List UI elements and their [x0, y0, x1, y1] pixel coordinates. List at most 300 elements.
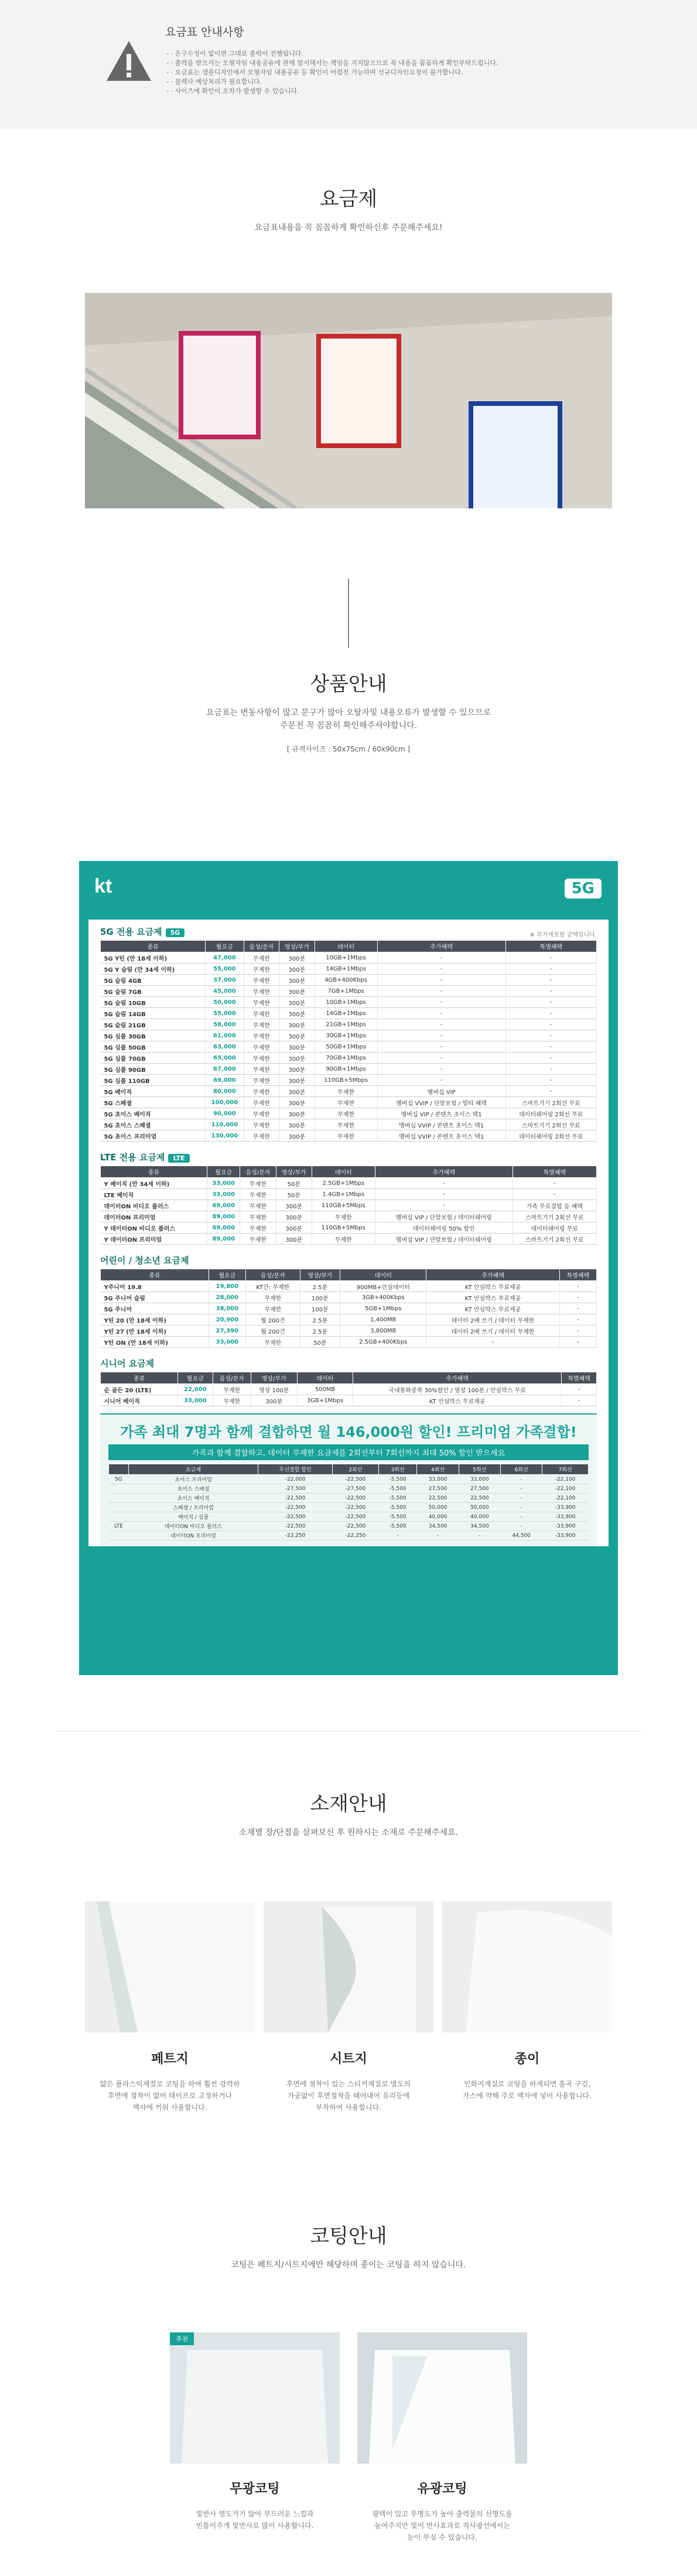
table-cell: 300분 [276, 1222, 312, 1234]
table-cell: 5G Y 슬림 (만 34세 이하) [101, 964, 206, 975]
table-cell: 65,000 [206, 1053, 244, 1064]
table-cell: - [500, 1503, 542, 1512]
table-row [109, 1531, 589, 1540]
column-header: 데이터 [297, 1372, 353, 1384]
table-cell: - [500, 1494, 542, 1503]
table-cell: 멤버십 VVIP / 단말보험 / 멀티 혜택 [377, 1097, 505, 1108]
table-cell: 300분 [279, 986, 315, 997]
warning-icon [105, 39, 152, 83]
table-cell: 베이직 / 심플 [128, 1512, 258, 1522]
table-cell: 33,000 [177, 1395, 213, 1406]
table-row [101, 1097, 597, 1108]
table-cell: -22,000 [258, 1475, 333, 1484]
table-row [101, 975, 597, 986]
table-cell: 38,000 [209, 1303, 245, 1314]
column-header: 월요금 [207, 1166, 240, 1178]
column-header: 영상/부가 [300, 1269, 340, 1281]
table-cell: 50분 [276, 1189, 312, 1200]
table-cell: - [505, 986, 596, 997]
table-cell: - [512, 1189, 596, 1200]
table-cell [109, 1494, 129, 1503]
table-cell: 130,000 [206, 1130, 244, 1142]
material-name-paper: 종이 [514, 2052, 540, 2066]
column-header: 월요금 [177, 1372, 213, 1384]
table-row [101, 1234, 597, 1245]
table-cell: Y틴 27 (만 18세 이하) [101, 1325, 209, 1337]
table-row [101, 1222, 597, 1234]
table-row [101, 1108, 597, 1119]
table-cell: -33,900 [542, 1503, 589, 1512]
column-header: 6회선 [500, 1464, 542, 1475]
table-cell [109, 1503, 129, 1512]
table-cell: 34,500 [459, 1522, 500, 1531]
table-cell: -22,500 [333, 1522, 379, 1531]
table-cell: 300분 [279, 1019, 315, 1030]
table-cell: 무제한 [244, 1053, 279, 1064]
table-cell: 27,390 [209, 1325, 245, 1337]
column-header: 특별혜택 [505, 941, 596, 952]
table-cell: - [377, 952, 505, 964]
table-cell: 무제한 [244, 1030, 279, 1041]
column-header: 음성/문자 [213, 1372, 251, 1384]
table-cell: 300분 [279, 1097, 315, 1108]
table-cell: 멤버십 VVIP / 콘텐츠 초이스 택1 [377, 1130, 505, 1142]
table-row [109, 1494, 589, 1503]
table-cell: 데이터쉐어링 2회선 무료 [505, 1108, 596, 1119]
table-cell: -27,500 [333, 1484, 379, 1494]
table-cell: 33,000 [209, 1337, 245, 1348]
column-header: 음성/문자 [246, 1269, 300, 1281]
material-images [85, 1901, 612, 2032]
table-cell: 무제한 [244, 1097, 279, 1108]
notice-item: - · 블랙사 예상처리가 필요합니다. [166, 77, 498, 87]
table-row [101, 952, 597, 964]
table-row [101, 1292, 597, 1303]
table-row [109, 1512, 589, 1522]
table-cell: 무제한 [240, 1234, 276, 1245]
table-5g [100, 940, 597, 1142]
notice-title: 요금표 안내사항 [165, 26, 244, 39]
table-cell: 100분 [300, 1303, 340, 1314]
table-cell: -22,500 [333, 1503, 379, 1512]
table-cell: Y 데이터ON 프리미엄 [101, 1234, 207, 1245]
table-cell [109, 1512, 129, 1522]
table-cell: 5G 주니어 [101, 1303, 209, 1314]
group-senior-title: 시니어 요금제 [100, 1358, 155, 1369]
table-cell: 국내통화중복 30%할인 / 영상 100분 / 안심박스 무료 [353, 1384, 562, 1395]
table-cell: - [559, 1292, 596, 1303]
table-cell: 5G 슬림 7GB [101, 986, 206, 997]
group-5g [88, 920, 609, 1145]
table-cell: 90GB+1Mbps [315, 1064, 377, 1075]
table-cell: - [505, 964, 596, 975]
table-cell: - [459, 1531, 500, 1540]
table-cell: 40,000 [459, 1512, 500, 1522]
paper-image [442, 1901, 612, 2032]
table-cell: - [562, 1395, 597, 1406]
table-cell: 100분 [300, 1292, 340, 1303]
table-senior [100, 1372, 597, 1406]
table-cell: - [375, 1178, 512, 1189]
table-cell: 300분 [279, 1108, 315, 1119]
column-header: 4회선 [417, 1464, 459, 1475]
table-cell: - [505, 975, 596, 986]
table-cell: 5G 주니어 슬림 [101, 1292, 209, 1303]
table-cell: 22,500 [459, 1494, 500, 1503]
table-cell: 멤버십 VIP / 콘텐츠 초이스 택1 [377, 1108, 505, 1119]
table-cell: 무제한 [244, 1108, 279, 1119]
table-cell: 300분 [279, 964, 315, 975]
coating-name-matte: 무광코팅 [230, 2482, 280, 2496]
table-cell: KT 안심박스 무료제공 [426, 1292, 559, 1303]
column-header: 무선결합 할인 [258, 1464, 333, 1475]
table-cell: 무제한 [244, 1086, 279, 1097]
table-cell: - [377, 975, 505, 986]
table-cell: 7GB+1Mbps [315, 986, 377, 997]
table-cell: -27,500 [258, 1484, 333, 1494]
table-cell: -33,900 [542, 1522, 589, 1531]
table-cell: 300분 [279, 997, 315, 1008]
section-title-product: 상품안내 [310, 672, 387, 696]
table-cell: LTE [109, 1522, 129, 1531]
table-cell: 5GB+1Mbps [340, 1303, 426, 1314]
store-photo [85, 293, 612, 508]
table-cell: -22,250 [333, 1531, 379, 1540]
table-cell: 500MB [297, 1384, 353, 1395]
table-cell [109, 1484, 129, 1494]
table-cell: 58,000 [206, 1019, 244, 1030]
table-cell: 5G 베이직 [101, 1086, 206, 1097]
table-cell: -33,900 [542, 1531, 589, 1540]
table-cell: 50,000 [206, 997, 244, 1008]
divider-line [348, 579, 349, 648]
column-header: 5회선 [459, 1464, 500, 1475]
table-cell: - [505, 1019, 596, 1030]
table-cell: -22,100 [542, 1494, 589, 1503]
table-cell: 33,000 [459, 1475, 500, 1484]
table-cell: 스마트기기 2회선 무료 [512, 1234, 596, 1245]
table-cell [109, 1531, 129, 1540]
column-header: 추가혜택 [377, 941, 505, 952]
table-cell: 데이터ON 비디오 플러스 [101, 1200, 207, 1211]
table-cell: -5,500 [378, 1475, 417, 1484]
table-cell: 3GB+400Kbps [340, 1292, 426, 1303]
table-cell: 50GB+1Mbps [315, 1041, 377, 1053]
table-cell: - [559, 1281, 596, 1292]
table-cell: 14GB+1Mbps [315, 1008, 377, 1019]
column-header [109, 1464, 129, 1475]
table-cell: 무제한 [246, 1303, 300, 1314]
table-cell: 110GB+5Mbps [312, 1200, 375, 1211]
table-row [101, 1086, 597, 1097]
table-cell: 5G 심플 90GB [101, 1064, 206, 1075]
table-cell: 90,000 [206, 1108, 244, 1119]
table-cell: 300분 [279, 1130, 315, 1142]
material-desc-pet: 얇은 플라스틱재질로 코팅을 하여 훨씬 강력하 후면에 점착이 없어 테이프로 고정하거나 액자에 끼워 사용합니다. [100, 2080, 240, 2112]
table-cell: 300분 [276, 1200, 312, 1211]
table-cell: - [500, 1512, 542, 1522]
material-desc-sheet: 후면에 점착이 있는 스티커재질로 별도의 가공없이 후면점착을 떼어내어 유리등에 부착하여 사용합니다. [286, 2080, 411, 2112]
table-cell: 37,000 [206, 975, 244, 986]
table-cell: 2.5분 [300, 1314, 340, 1325]
group-lte-title: LTE 전용 요금제 LTE [100, 1151, 597, 1163]
table-cell: 5G 슬림 10GB [101, 997, 206, 1008]
table-cell: 데이터ON 프리미엄 [128, 1531, 258, 1540]
table-cell: 무제한 [315, 1086, 377, 1097]
table-cell: 멤버십 VIP / 단말보험 / 데이터쉐어링 [375, 1234, 512, 1245]
table-cell: 50,000 [459, 1503, 500, 1512]
table-cell: -22,100 [542, 1475, 589, 1484]
table-row [101, 1119, 597, 1130]
table-cell: - [505, 1064, 596, 1075]
table-cell: - [500, 1522, 542, 1531]
table-kid [100, 1269, 597, 1348]
table-cell: 80,000 [206, 1086, 244, 1097]
table-cell: 무제한 [240, 1211, 276, 1222]
column-header: 음성/문자 [240, 1166, 276, 1178]
kt-logo: kt [94, 875, 112, 897]
table-cell: 5G 초이스 베이직 [101, 1108, 206, 1119]
table-cell: - [377, 986, 505, 997]
section-sub-material: 소재별 장/단점을 살펴보신 후 원하시는 소재로 주문해주세요. [239, 1828, 458, 1837]
table-cell: 5G 초이스 프리미엄 [101, 1130, 206, 1142]
table-cell: Y틴 20 (만 18세 이하) [101, 1314, 209, 1325]
table-cell: 50분 [276, 1178, 312, 1189]
table-cell: 89,000 [207, 1234, 240, 1245]
table-cell: 무제한 [315, 1119, 377, 1130]
table-cell: 69,000 [207, 1222, 240, 1234]
table-cell: 데이터 2배 쓰기 / 데이터 무제한 [426, 1325, 559, 1337]
table-cell: 무제한 [244, 986, 279, 997]
table-cell: - [505, 1086, 596, 1097]
table-cell: 28,000 [209, 1292, 245, 1303]
table-cell: - [377, 1030, 505, 1041]
table-cell: 900MB+안심데이터 [340, 1281, 426, 1292]
table-cell: 무제한 [244, 1008, 279, 1019]
table-cell: 21GB+1Mbps [315, 1019, 377, 1030]
table-cell: 초이스 프리미엄 [128, 1475, 258, 1484]
table-cell: 5G Y틴 (만 18세 이하) [101, 952, 206, 964]
table-cell: 5G [109, 1475, 129, 1484]
table-row [101, 1200, 597, 1211]
table-cell: 100,000 [206, 1097, 244, 1108]
table-cell: 10GB+1Mbps [315, 997, 377, 1008]
table-cell: Y틴 ON (만 18세 이하) [101, 1337, 209, 1348]
table-cell: 무제한 [312, 1211, 375, 1222]
table-cell: 89,000 [207, 1211, 240, 1222]
table-cell: 300분 [251, 1395, 297, 1406]
table-cell: - [505, 1041, 596, 1053]
table-row [101, 1325, 597, 1337]
table-cell: 22,000 [177, 1384, 213, 1395]
table-cell: 스마트기기 2회선 무료 [505, 1119, 596, 1130]
table-cell: - [559, 1303, 596, 1314]
table-cell: Y주니어 19.8 [101, 1281, 209, 1292]
notice-item: - · 사이즈에 확인이 오차가 발생할 수 있습니다. [166, 87, 498, 96]
table-row [101, 1075, 597, 1086]
table-cell: KT 안심박스 무료제공 [426, 1281, 559, 1292]
section-sub-plan: 요금표내용을 꼭 꼼꼼하게 확인하신후 주문해주세요! [254, 223, 443, 233]
table-cell: -22,500 [333, 1512, 379, 1522]
section-title-coating: 코팅안내 [310, 2225, 387, 2248]
table-cell: 무제한 [244, 975, 279, 986]
table-cell: 무제한 [244, 1041, 279, 1053]
table-cell: 300분 [279, 1119, 315, 1130]
table-cell: -5,500 [378, 1494, 417, 1503]
table-cell: KT 안심박스 무료제공 [426, 1303, 559, 1314]
table-cell: 1,400MB [340, 1314, 426, 1325]
column-header: 7회선 [542, 1464, 589, 1475]
table-cell: 30GB+1Mbps [315, 1030, 377, 1041]
table-row [101, 1303, 597, 1314]
table-row [101, 1178, 597, 1189]
table-row [101, 1130, 597, 1142]
table-cell: 데이터ON 프리미엄 [101, 1211, 207, 1222]
group-lte [88, 1145, 609, 1248]
table-cell: 무제한 [312, 1234, 375, 1245]
table-cell: 데이터ON 비디오 플러스 [128, 1522, 258, 1531]
sheet-image [264, 1901, 433, 2032]
column-header: 추가혜택 [426, 1269, 559, 1281]
table-row [101, 986, 597, 997]
table-cell: 300분 [276, 1211, 312, 1222]
table-cell: 순 골든 20 (LTE) [101, 1384, 178, 1395]
table-cell: 5G 슬림 4GB [101, 975, 206, 986]
table-cell: KT간: 무제한 [246, 1281, 300, 1292]
table-cell: 멤버십 VIP [377, 1086, 505, 1097]
notice-list [166, 49, 498, 96]
table-row [109, 1503, 589, 1512]
table-cell: - [377, 1064, 505, 1075]
table-cell: - [426, 1337, 559, 1348]
table-cell: LTE 베이직 [101, 1189, 207, 1200]
table-cell: -22,500 [258, 1522, 333, 1531]
family-banner [100, 1413, 597, 1546]
kt-poster [79, 861, 618, 1675]
table-cell: - [505, 1008, 596, 1019]
table-cell: 데이터쉐어링 50% 할인 [375, 1222, 512, 1234]
group-senior [88, 1351, 609, 1410]
column-header: 특별혜택 [559, 1269, 596, 1281]
column-header: 월요금 [206, 941, 244, 952]
column-header: 3회선 [378, 1464, 417, 1475]
table-cell: -22,500 [333, 1494, 379, 1503]
table-row [101, 1337, 597, 1348]
notice-item: - · 요금표는 샘플디자인에서 모형자임 내용공유 등 확인이 어렵전 가능하며 선규디자인요청이 불가합니다. [166, 68, 498, 77]
table-cell: - [417, 1531, 459, 1540]
table-cell: 5G 슬림 21GB [101, 1019, 206, 1030]
notice-item: - · 출력을 받으셔는 모형자임 내용공유에 관해 앞서해서는 책임을 지지않으므로 꼭 내용을 꼼꼼하게 확인부탁드립니다. [166, 59, 498, 68]
table-cell: - [377, 1019, 505, 1030]
table-cell: 스마트기기 2회선 무료 [505, 1097, 596, 1108]
table-cell: -22,500 [333, 1475, 379, 1484]
material-name-pet: 페트지 [151, 2052, 189, 2066]
table-cell: 300분 [279, 952, 315, 964]
table-cell: 300분 [279, 1086, 315, 1097]
table-cell: 110GB+5Mbps [312, 1222, 375, 1234]
coating-desc-matte: 빛반사 염도가기 않아 부드러운 느낌과 빈틈이주게 빛반사로 많이 사용합니다. [196, 2510, 314, 2530]
table-cell: 55,000 [206, 1008, 244, 1019]
table-cell: 무제한 [244, 964, 279, 975]
table-cell: - [559, 1337, 596, 1348]
table-cell: 300분 [279, 1041, 315, 1053]
table-cell: 47,000 [206, 952, 244, 964]
table-cell: 67,000 [206, 1064, 244, 1075]
table-row [101, 964, 597, 975]
table-cell: - [500, 1475, 542, 1484]
pet-image [85, 1901, 255, 2032]
table-cell: Y 데이터ON 비디오 플러스 [101, 1222, 207, 1234]
poster-content [88, 920, 609, 1546]
table-row [101, 997, 597, 1008]
coating-desc-gloss: 광택이 있고 투명도가 높아 출력물의 선명도를 높여주지만 빛이 반사효과로 직사광선에서는 눈이 부실 수 있습니다. [372, 2510, 512, 2541]
table-cell: 스페셜 / 프리미엄 [128, 1503, 258, 1512]
column-header: 종류 [101, 1372, 178, 1384]
gloss-image [357, 2332, 527, 2464]
table-cell: - [377, 1041, 505, 1053]
section-title-material: 소재안내 [310, 1792, 387, 1816]
table-lte [100, 1166, 597, 1245]
table-cell: 22,500 [417, 1494, 459, 1503]
table-cell: 2.5분 [300, 1281, 340, 1292]
table-cell: 50,000 [417, 1503, 459, 1512]
table-cell: - [505, 1075, 596, 1086]
table-row [101, 1281, 597, 1292]
table-cell: 300분 [279, 1030, 315, 1041]
notice-item: - · 온구수정이 없이면 그대로 출력이 진행됩니다. [166, 49, 498, 59]
table-cell: -22,500 [258, 1512, 333, 1522]
group-kid-title: 어린이 / 청소년 요금제 [100, 1255, 189, 1266]
table-cell: 10GB+1Mbps [315, 952, 377, 964]
table-cell: - [375, 1200, 512, 1211]
table-cell: 300분 [279, 1075, 315, 1086]
table-cell: 19,800 [209, 1281, 245, 1292]
column-header: 데이터 [312, 1166, 375, 1178]
column-header: 특별혜택 [512, 1166, 596, 1178]
table-cell: 초이스 스페셜 [128, 1484, 258, 1494]
table-cell: -22,500 [258, 1494, 333, 1503]
table-cell: 월 200건 [246, 1314, 300, 1325]
table-cell: 무제한 [244, 1019, 279, 1030]
table-cell: 데이터쉐어링 무료 [512, 1222, 596, 1234]
table-cell: 2.5GB+1Mbps [312, 1178, 375, 1189]
table-cell: 가족 무료결합 등 혜택 [512, 1200, 596, 1211]
table-cell: 멤버십 VIP / 단말보험 / 데이터쉐어링 [375, 1211, 512, 1222]
table-cell: 33,000 [417, 1475, 459, 1484]
table-cell: 데이터 2배 쓰기 / 데이터 무제한 [426, 1314, 559, 1325]
material-name-sheet: 시트지 [330, 2052, 367, 2066]
table-cell: 300분 [279, 1064, 315, 1075]
table-cell: 300분 [279, 975, 315, 986]
table-row [109, 1522, 589, 1531]
table-cell: 시니어 베이직 [101, 1395, 178, 1406]
table-cell: - [500, 1484, 542, 1494]
table-cell: KT 안심박스 무료제공 [353, 1395, 562, 1406]
column-header: 영상/부가 [276, 1166, 312, 1178]
table-cell: 무제한 [213, 1384, 251, 1395]
table-cell: 50분 [300, 1337, 340, 1348]
table-cell: 300분 [279, 1008, 315, 1019]
table-cell: 3,800MB [340, 1325, 426, 1337]
table-cell: 4GB+400Kbps [315, 975, 377, 986]
section-title-plan: 요금제 [319, 187, 378, 211]
table-row [101, 1008, 597, 1019]
table-cell: 무제한 [244, 1075, 279, 1086]
table-cell: - [377, 1008, 505, 1019]
table-cell: 34,500 [417, 1522, 459, 1531]
table-cell: 3GB+1Mbps [297, 1395, 353, 1406]
table-cell: 5G 심플 70GB [101, 1053, 206, 1064]
